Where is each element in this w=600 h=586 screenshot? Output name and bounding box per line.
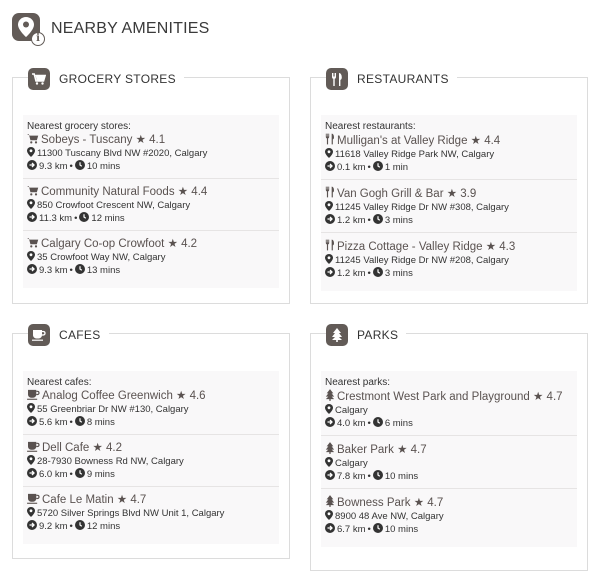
grocery-stores-title: GROCERY STORES [59,72,176,86]
item-address: 8900 48 Ave NW, Calgary [335,511,444,522]
list-item[interactable]: Calgary Co-op Crowfoot ★ 4.2 35 Crowfoot Way NW, Calgary 9.3 km • 13 mins [23,237,279,282]
item-time: 10 mins [86,161,121,172]
grocery-stores-card [12,72,290,304]
item-name[interactable]: Pizza Cottage - Valley Ridge [337,241,483,253]
list-item[interactable]: Sobeys - Tuscany ★ 4.1 11300 Tuscany Blvd NW #2020, Calgary 9.3 km • 10 mins [23,133,279,179]
item-rating: 4.7 [130,494,147,506]
item-rating: 4.7 [410,444,427,456]
item-rating: 4.4 [484,135,501,147]
tree-icon [325,442,335,454]
star-icon: ★ [485,241,497,253]
fork-knife-icon [325,133,335,145]
parks-list [321,371,577,547]
arrow-circle-icon [325,417,335,427]
item-rating: 4.3 [499,241,516,253]
item-time: 10 mins [384,524,419,535]
item-rating: 4.2 [106,442,123,454]
arrow-circle-icon [27,416,37,426]
arrow-circle-icon [27,212,37,222]
tree-icon [326,324,348,346]
cafes-title: CAFES [59,328,101,342]
item-address: 11245 Valley Ridge Dr NW #308, Calgary [335,202,509,213]
list-item[interactable]: Community Natural Foods ★ 4.4 850 Crowfoot Crescent NW, Calgary 11.3 km • 12 mins [23,185,279,231]
map-marker-icon [325,254,333,264]
item-distance: 6.7 km [337,524,366,535]
star-icon: ★ [446,188,458,200]
item-name[interactable]: Bowness Park [337,497,411,509]
item-name[interactable]: Crestmont West Park and Playground [337,391,530,403]
fork-knife-icon [325,239,335,251]
clock-icon [75,520,85,530]
map-marker-icon [325,201,333,211]
page-title: NEARBY AMENITIES [51,20,210,37]
map-marker-icon [27,455,35,465]
item-address: 35 Crowfoot Way NW, Calgary [37,252,166,263]
list-item[interactable]: Cafe Le Matin ★ 4.7 5720 Silver Springs Blvd NW Unit 1, Calgary 9.2 km • 12 mins [23,493,279,538]
clock-icon [373,523,383,533]
star-icon: ★ [92,442,103,454]
item-time: 13 mins [86,265,121,276]
item-address: 28-7930 Bowness Rd NW, Calgary [37,456,184,467]
list-item[interactable]: Analog Coffee Greenwich ★ 4.6 55 Greenbriar Dr NW #130, Calgary 5.6 km • 8 mins [23,389,279,435]
item-name[interactable]: Dell Cafe [42,442,90,454]
item-distance: 11.3 km [39,213,73,224]
item-address: Calgary [335,458,368,469]
restaurants-list [321,115,577,291]
item-rating: 4.4 [191,186,208,198]
arrow-circle-icon [325,161,335,171]
item-name[interactable]: Mulligan's at Valley Ridge [337,135,468,147]
item-name[interactable]: Baker Park [337,444,394,456]
item-name[interactable]: Calgary Co-op Crowfoot [41,238,165,250]
item-address: 55 Greenbriar Dr NW #130, Calgary [37,404,189,415]
item-rating: 4.6 [189,390,206,402]
item-name[interactable]: Sobeys - Tuscany [41,134,133,146]
shopping-cart-icon [28,68,50,90]
item-distance: 4.0 km [337,418,366,429]
star-icon: ★ [135,134,146,146]
item-time: 1 min [384,162,409,173]
list-item[interactable]: Dell Cafe ★ 4.2 28-7930 Bowness Rd NW, Calgary 6.0 km • 9 mins [23,441,279,487]
item-time: 3 mins [384,215,413,226]
map-marker-icon [27,507,35,517]
item-distance: 6.0 km [39,469,68,480]
shopping-cart-icon [27,237,39,248]
cafes-nearest-label: Nearest cafes: [27,377,92,388]
info-icon: i [31,32,45,46]
map-marker-icon [325,148,333,158]
item-rating: 4.7 [427,497,444,509]
list-item[interactable]: Pizza Cottage - Valley Ridge ★ 4.3 11245 Valley Ridge Dr NW #208, Calgary 1.2 km • 3 mins [321,239,577,285]
item-time: 12 mins [91,213,125,224]
restaurants-nearest-label: Nearest restaurants: [325,121,416,132]
shopping-cart-icon [27,185,39,196]
restaurants-header [326,66,457,92]
item-address: 11618 Valley Ridge Park NW, Calgary [335,149,495,160]
map-marker-icon [27,251,35,261]
list-item[interactable]: Mulligan's at Valley Ridge ★ 4.4 11618 Valley Ridge Park NW, Calgary 0.1 km • 1 min [321,133,577,180]
map-marker-icon [325,510,333,520]
star-icon: ★ [533,391,544,403]
arrow-circle-icon [27,160,37,170]
fork-knife-icon [326,68,348,90]
tree-icon [325,495,335,507]
cafes-card [12,328,290,559]
tree-icon [325,389,335,401]
item-address: 850 Crowfoot Crescent NW, Calgary [37,200,191,211]
fork-knife-icon [325,186,335,198]
star-icon: ★ [176,390,187,402]
item-name[interactable]: Analog Coffee Greenwich [42,390,173,402]
star-icon: ★ [397,444,408,456]
clock-icon [373,417,383,427]
clock-icon [75,468,85,478]
arrow-circle-icon [325,470,335,480]
clock-icon [75,416,85,426]
amenities-badge [12,13,44,45]
star-icon: ★ [413,497,425,509]
item-distance: 1.2 km [337,268,366,279]
coffee-cup-icon [27,493,40,504]
item-time: 3 mins [384,268,413,279]
arrow-circle-icon [27,520,37,530]
coffee-cup-icon [27,389,40,400]
item-rating: 4.2 [181,238,198,250]
item-time: 10 mins [384,471,419,482]
clock-icon [373,161,383,171]
item-name[interactable]: Community Natural Foods [41,186,175,198]
map-marker-icon [325,404,333,414]
item-rating: 4.7 [546,391,563,403]
item-distance: 5.6 km [39,417,68,428]
item-address: Calgary [335,405,368,416]
item-distance: 0.1 km [337,162,366,173]
item-time: 9 mins [86,469,115,480]
arrow-circle-icon [325,267,335,277]
shopping-cart-icon [27,133,39,144]
clock-icon [373,470,383,480]
item-name[interactable]: Van Gogh Grill & Bar [337,188,444,200]
coffee-cup-icon [28,324,50,346]
item-rating: 4.1 [149,134,166,146]
item-address: 11300 Tuscany Blvd NW #2020, Calgary [37,148,208,159]
clock-icon [75,264,85,274]
list-item[interactable]: Bowness Park ★ 4.7 8900 48 Ave NW, Calgary 6.7 km • 10 mins [321,495,577,541]
grocery-nearest-label: Nearest grocery stores: [27,121,131,132]
star-icon: ★ [470,135,481,147]
item-distance: 7.8 km [337,471,366,482]
arrow-circle-icon [27,264,37,274]
restaurants-card [310,72,588,304]
cafes-header [28,322,109,348]
parks-nearest-label: Nearest parks: [325,377,391,388]
grocery-stores-header [28,66,184,92]
item-distance: 9.3 km [39,161,68,172]
map-marker-icon [27,403,35,413]
list-item[interactable]: Crestmont West Park and Playground ★ 4.7 Calgary 4.0 km • 6 mins [321,389,577,436]
star-icon: ★ [167,238,178,250]
parks-title: PARKS [357,328,399,342]
clock-icon [75,160,85,170]
item-distance: 1.2 km [337,215,366,226]
item-name[interactable]: Cafe Le Matin [42,494,114,506]
item-address: 5720 Silver Springs Blvd NW Unit 1, Calgary [37,508,225,519]
arrow-circle-icon [27,468,37,478]
list-item[interactable]: Van Gogh Grill & Bar ★ 3.9 11245 Valley Ridge Dr NW #308, Calgary 1.2 km • 3 mins [321,186,577,233]
parks-card [310,328,588,571]
clock-icon [373,214,383,224]
item-time: 12 mins [86,521,121,532]
item-distance: 9.3 km [39,265,68,276]
arrow-circle-icon [325,214,335,224]
cafes-list [23,371,279,544]
arrow-circle-icon [325,523,335,533]
page-header [12,12,210,46]
grocery-stores-list [23,115,279,288]
item-address: 11245 Valley Ridge Dr NW #208, Calgary [335,255,509,266]
parks-header [326,322,406,348]
restaurants-title: RESTAURANTS [357,72,449,86]
list-item[interactable]: Baker Park ★ 4.7 Calgary 7.8 km • 10 mins [321,442,577,489]
item-rating: 3.9 [460,188,477,200]
coffee-cup-icon [27,441,40,452]
star-icon: ★ [116,494,128,506]
star-icon: ★ [177,186,189,198]
map-marker-icon [325,457,333,467]
item-time: 8 mins [86,417,115,428]
clock-icon [373,267,383,277]
item-time: 6 mins [384,418,413,429]
map-marker-icon [27,147,35,157]
item-distance: 9.2 km [39,521,68,532]
map-marker-icon [27,199,35,209]
clock-icon [79,212,89,222]
